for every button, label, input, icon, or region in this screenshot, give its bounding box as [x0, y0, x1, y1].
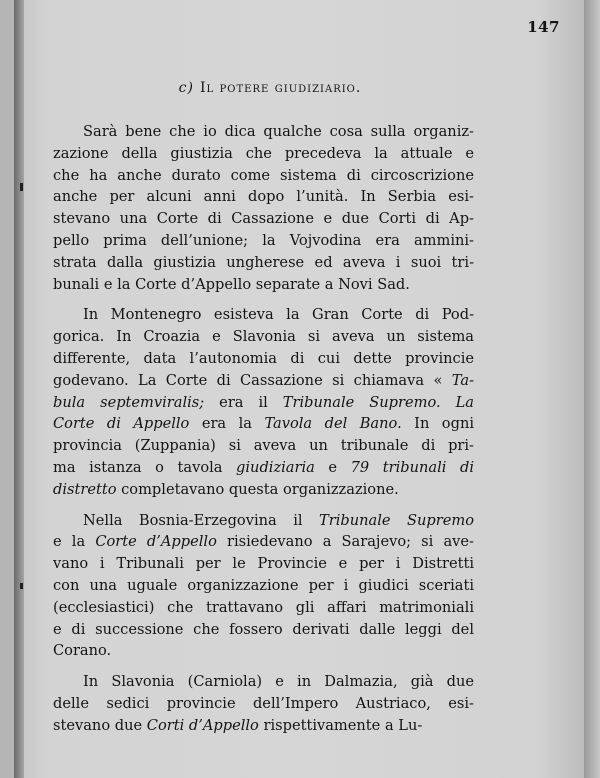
text-run: e — [314, 458, 351, 476]
text-run: e la — [53, 533, 96, 551]
italic-text: distretto — [53, 480, 117, 498]
text-line — [53, 479, 474, 501]
text-line — [53, 121, 474, 143]
text-line — [53, 531, 474, 553]
text-run: stevano una Corte di Cassazione e due Corti di Ap- — [53, 210, 474, 228]
text-line — [53, 575, 474, 597]
italic-text: Tribunale Supremo. La — [282, 393, 474, 411]
text-line — [53, 370, 474, 392]
section-label: c) — [178, 80, 194, 96]
text-line — [53, 143, 474, 165]
text-run: (ecclesiastici) che trattavano gli affari matrimoniali — [53, 598, 474, 616]
book-page — [14, 0, 584, 778]
text-run: In Slavonia (Carniola) e in Dalmazia, già due — [83, 673, 474, 691]
italic-text: Corti d’Appello — [146, 716, 259, 734]
text-run: In Montenegro esisteva la Gran Corte di Pod- — [83, 306, 474, 324]
text-line — [53, 208, 474, 230]
text-line — [53, 348, 474, 370]
text-run: rispettivamente a Lu- — [258, 716, 423, 734]
binding-shadow — [14, 0, 24, 778]
page-edge — [584, 0, 600, 778]
paragraph — [53, 121, 474, 295]
text-line — [53, 230, 474, 252]
text-line — [53, 693, 474, 715]
text-line — [53, 619, 474, 641]
text-line — [53, 165, 474, 187]
italic-text: bula septemviralis; — [53, 393, 205, 411]
text-run: e di successione che fossero derivati dalle leggi del — [53, 620, 474, 638]
italic-text: 79 tribunali di — [350, 458, 475, 476]
text-run: era il — [204, 393, 283, 411]
text-run: Corano. — [53, 642, 112, 660]
body-text — [53, 121, 474, 746]
text-run: stevano due — [53, 716, 147, 734]
paragraph — [53, 510, 474, 663]
text-run: ma istanza o tavola — [53, 458, 237, 476]
text-run: risiedevano a Sarajevo; si ave- — [216, 533, 474, 551]
text-run: Nella Bosnia-Erzegovina il — [83, 511, 320, 529]
section-heading — [14, 80, 526, 96]
italic-text: Ta- — [451, 371, 474, 389]
italic-text: Tribunale Supremo — [319, 511, 474, 529]
text-line — [53, 640, 474, 662]
text-run: gorica. In Croazia e Slavonia si aveva un sistema — [53, 328, 474, 346]
text-line — [53, 715, 474, 737]
text-line — [53, 597, 474, 619]
text-run: Sarà bene che io dica qualche cosa sulla organiz- — [83, 123, 474, 140]
text-run: bunali e la Corte d’Appello separate a Novi Sad. — [53, 275, 410, 293]
text-line — [53, 510, 474, 532]
text-run: godevano. La Corte di Cassazione si chiamava « — [53, 371, 452, 389]
text-line — [53, 304, 474, 326]
margin-mark — [20, 183, 23, 191]
text-line — [53, 457, 474, 479]
text-run: che ha anche durato come sistema di circoscrizione — [53, 166, 474, 184]
text-line — [53, 671, 474, 693]
paragraph — [53, 671, 474, 736]
text-run: vano i Tribunali per le Provincie e per i Distretti — [53, 555, 474, 573]
section-title: Il potere giudiziario. — [199, 80, 362, 96]
page-number: 147 — [527, 18, 560, 36]
text-line — [53, 252, 474, 274]
text-run: differente, data l’autonomia di cui dette provincie — [53, 349, 474, 367]
margin-mark — [20, 583, 23, 589]
paragraph — [53, 304, 474, 500]
text-line — [53, 326, 474, 348]
italic-text: Corte d’Appello — [95, 533, 217, 551]
text-line — [53, 553, 474, 575]
text-run: con una uguale organizzazione per i giudici sceriati — [53, 576, 474, 594]
italic-text: Tavola del Bano. — [264, 415, 402, 433]
text-run: anche per alcuni anni dopo l’unità. In Serbia esi- — [53, 188, 474, 206]
text-run: completavano questa organizzazione. — [116, 480, 399, 498]
text-line — [53, 274, 474, 296]
text-run: strata dalla giustizia ungherese ed aveva i suoi tri- — [53, 253, 474, 271]
text-run: provincia (Zuppania) si aveva un tribunale di pri- — [53, 437, 474, 455]
text-line — [53, 435, 474, 457]
text-run: delle sedici provincie dell’Impero Austriaco, esi- — [53, 694, 474, 712]
text-run: zazione della giustizia che precedeva la attuale e — [53, 144, 474, 162]
text-run: In ogni — [401, 415, 475, 433]
text-run: pello prima dell’unione; la Vojvodina era ammini- — [53, 231, 474, 249]
text-line — [53, 186, 474, 208]
text-run: era la — [189, 415, 265, 433]
text-line — [53, 413, 474, 435]
italic-text: giudiziaria — [236, 458, 315, 476]
italic-text: Corte di Appello — [53, 415, 190, 433]
text-line — [53, 392, 474, 414]
